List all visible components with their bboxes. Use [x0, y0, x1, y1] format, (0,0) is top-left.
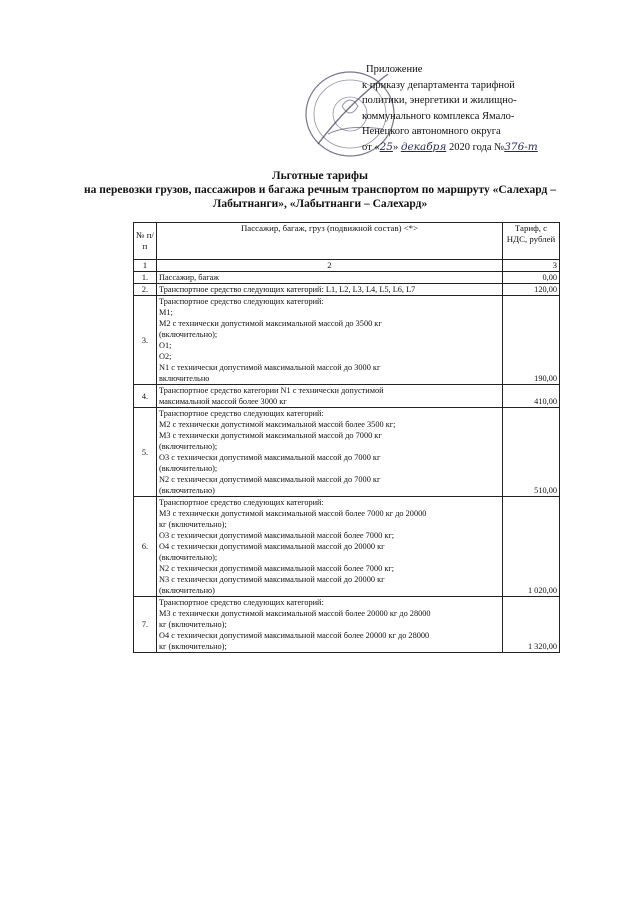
- annex-date-line: [362, 140, 562, 156]
- table-row: [134, 284, 560, 296]
- index-cell: 1: [134, 260, 157, 272]
- description-line: (включительно): [159, 586, 215, 595]
- row-description: [157, 408, 503, 497]
- description-line: N2 с технически допустимой максимальной массой до 7000 кг: [159, 475, 381, 484]
- row-description: [157, 597, 503, 653]
- header-num: № п/п: [134, 223, 157, 260]
- table-row: [134, 272, 560, 284]
- row-number: 6.: [134, 497, 157, 597]
- description-line: M2 с технически допустимой максимальной массой более 3500 кг;: [159, 420, 396, 429]
- description-line: M1;: [159, 308, 173, 317]
- description-line: M3 с технически допустимой максимальной массой более 7000 кг до 20000: [159, 509, 427, 518]
- annex-line: Ненецкого автономного округа: [362, 126, 501, 137]
- row-tariff: 510,00: [503, 408, 560, 497]
- description-line: (включительно): [159, 486, 215, 495]
- document-title: Льготные тарифы: [272, 170, 368, 182]
- description-line: включительно: [159, 374, 210, 383]
- description-line: Транспортное средство следующих категорий: L1, L2, L3, L4, L5, L6, L7: [159, 285, 416, 294]
- date-year: 2020 года №: [448, 141, 505, 153]
- annex-line: коммунального комплекса Ямало-: [362, 110, 515, 122]
- document-subtitle: на перевозки грузов, пассажиров и багажа речным транспортом по маршруту «Салехард – Лабытнанги», «Лабытнанги – Салехард»: [84, 184, 556, 210]
- annex-line: Приложение: [366, 64, 423, 75]
- description-line: Пассажир, багаж: [159, 273, 220, 282]
- description-line: (включительно);: [159, 553, 218, 562]
- date-day: 25: [379, 140, 393, 153]
- index-row: [134, 260, 560, 272]
- header-desc: Пассажир, багаж, груз (подвижной состав) <*>: [157, 223, 503, 260]
- row-tariff: 1 320,00: [503, 597, 560, 653]
- description-line: O3 с технически допустимой максимальной массой до 7000 кг: [159, 453, 381, 462]
- description-line: O3 с технически допустимой максимальной массой более 7000 кг;: [159, 531, 395, 540]
- description-line: максимальной массой более 3000 кг: [159, 397, 287, 406]
- row-number: 2.: [134, 284, 157, 296]
- table-row: [134, 296, 560, 385]
- table-header-row: [134, 223, 560, 260]
- row-number: 1.: [134, 272, 157, 284]
- header-price: Тариф, с НДС, рублей: [503, 223, 560, 260]
- description-line: N1 с технически допустимой максимальной массой до 3000 кг: [159, 363, 381, 372]
- table-row: [134, 385, 560, 408]
- row-number: 7.: [134, 597, 157, 653]
- description-line: (включительно);: [159, 464, 218, 473]
- index-cell: 3: [503, 260, 560, 272]
- description-line: кг (включительно);: [159, 520, 227, 529]
- date-month: декабря: [400, 140, 447, 153]
- row-description: [157, 296, 503, 385]
- description-line: (включительно);: [159, 442, 218, 451]
- annex-block: [362, 62, 562, 155]
- date-prefix: от «: [362, 141, 380, 153]
- tariff-table: [133, 222, 560, 653]
- row-description: [157, 497, 503, 597]
- order-number: 376-т: [504, 140, 538, 153]
- description-line: O4 с технически допустимой максимальной массой более 20000 кг до 28000: [159, 631, 430, 640]
- annex-line: политики, энергетики и жилищно-: [362, 95, 517, 106]
- description-line: O4 с технически допустимой максимальной массой до 20000 кг: [159, 542, 385, 551]
- description-line: M3 с технически допустимой максимальной массой более 20000 кг до 28000: [159, 609, 431, 618]
- description-line: N3 с технически допустимой максимальной массой до 20000 кг: [159, 575, 385, 584]
- description-line: M2 с технически допустимой максимальной массой до 3500 кг: [159, 319, 382, 328]
- row-tariff: 190,00: [503, 296, 560, 385]
- description-line: кг (включительно);: [159, 642, 227, 651]
- row-description: [157, 385, 503, 408]
- description-line: N2 с технически допустимой максимальной массой более 7000 кг;: [159, 564, 395, 573]
- description-line: Транспортное средство категории N1 с технически допустимой: [159, 386, 384, 395]
- row-description: [157, 272, 503, 284]
- date-mid: »: [392, 141, 399, 153]
- description-line: Транспортное средство следующих категорий:: [159, 297, 324, 306]
- table-row: [134, 597, 560, 653]
- table-row: [134, 497, 560, 597]
- row-tariff: 120,00: [503, 284, 560, 296]
- description-line: O1;: [159, 341, 172, 350]
- table-row: [134, 408, 560, 497]
- description-line: (включительно);: [159, 330, 218, 339]
- description-line: Транспортное средство следующих категорий:: [159, 498, 324, 507]
- row-description: [157, 284, 503, 296]
- description-line: M3 с технически допустимой максимальной массой до 7000 кг: [159, 431, 382, 440]
- description-line: Транспортное средство следующих категорий:: [159, 598, 324, 607]
- row-number: 5.: [134, 408, 157, 497]
- index-cell: 2: [157, 260, 503, 272]
- row-number: 3.: [134, 296, 157, 385]
- row-tariff: 410,00: [503, 385, 560, 408]
- description-line: Транспортное средство следующих категорий:: [159, 409, 324, 418]
- annex-line: к приказу департамента тарифной: [362, 79, 515, 91]
- description-line: O2;: [159, 352, 172, 361]
- row-tariff: 1 020,00: [503, 497, 560, 597]
- row-tariff: 0,00: [503, 272, 560, 284]
- row-number: 4.: [134, 385, 157, 408]
- description-line: кг (включительно);: [159, 620, 227, 629]
